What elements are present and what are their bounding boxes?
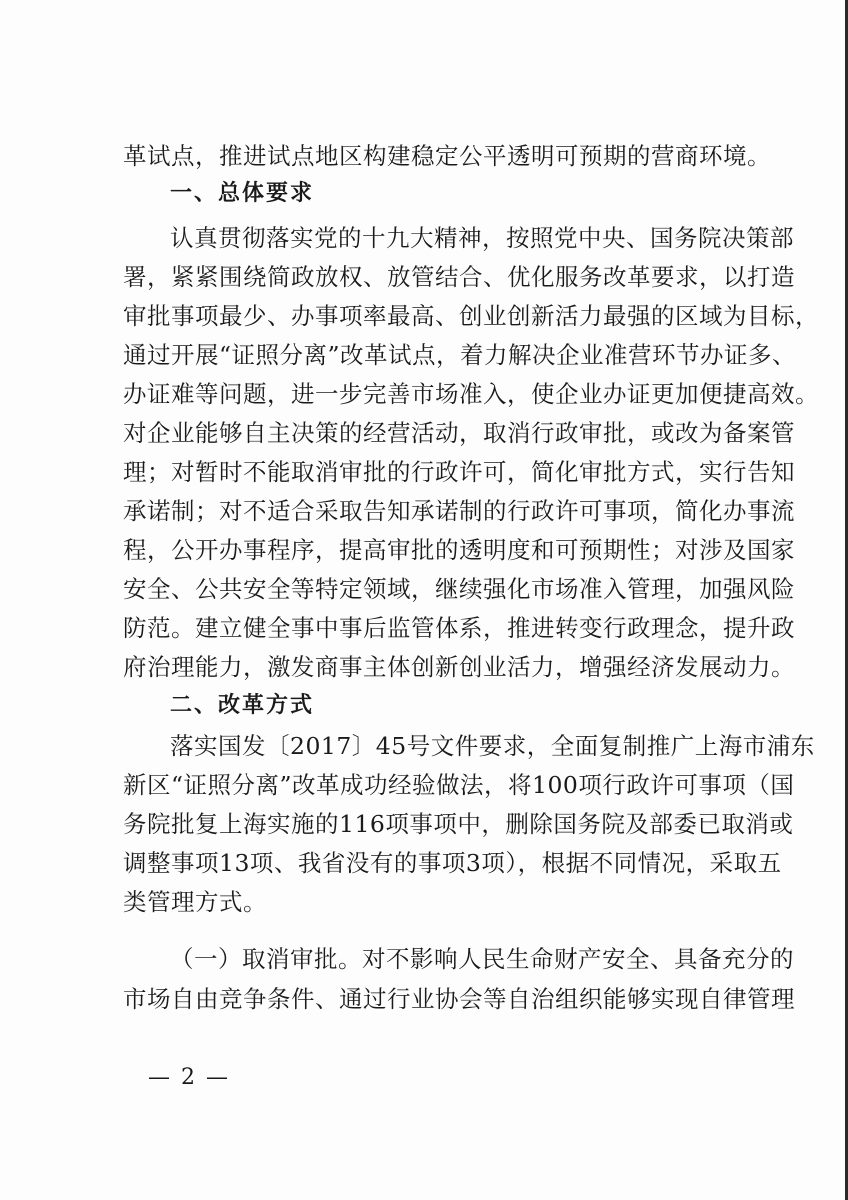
subsection1-line: 市场自由竞争条件、通过行业协会等自治组织能够实现自律管理 <box>123 985 795 1013</box>
section1-line: 安全、公共安全等特定领域，继续强化市场准入管理，加强风险 <box>123 575 795 603</box>
section1-line: 署，紧紧围绕简政放权、放管结合、优化服务改革要求，以打造 <box>123 263 795 291</box>
section2-line: 调整事项13项、我省没有的事项3项），根据不同情况，采取五 <box>123 849 782 877</box>
section1-line: 办证难等问题，进一步完善市场准入，使企业办证更加便捷高效。 <box>123 380 819 408</box>
section2-line: 务院批复上海实施的116项事项中，删除国务院及部委已取消或 <box>123 810 794 838</box>
section1-line: 府治理能力，激发商事主体创新创业活力，增强经济发展动力。 <box>123 653 795 681</box>
page-number: — 2 — <box>148 1065 230 1090</box>
subsection1-line: （一）取消审批。对不影响人民生命财产安全、具备充分的 <box>170 945 794 973</box>
section1-line: 通过开展“证照分离”改革试点，着力解决企业准营环节办证多、 <box>123 341 797 369</box>
section2-heading: 二、改革方式 <box>170 693 315 718</box>
section1-line: 审批事项最少、办事项率最高、创业创新活力最强的区域为目标， <box>123 302 819 330</box>
section1-line: 理；对暂时不能取消审批的行政许可，简化审批方式，实行告知 <box>123 458 795 486</box>
section2-line: 新区“证照分离”改革成功经验做法，将100项行政许可事项（国 <box>123 771 795 799</box>
section1-line: 程，公开办事程序，提高审批的透明度和可预期性；对涉及国家 <box>123 536 795 564</box>
section1-line: 对企业能够自主决策的经营活动，取消行政审批，或改为备案管 <box>123 419 795 447</box>
section2-line: 落实国发〔2017〕45号文件要求，全面复制推广上海市浦东 <box>170 732 815 760</box>
section1-line: 防范。建立健全事中事后监管体系，推进转变行政理念，提升政 <box>123 614 795 642</box>
section1-heading: 一、总体要求 <box>170 181 315 206</box>
section1-line: 认真贯彻落实党的十九大精神，按照党中央、国务院决策部 <box>170 224 794 252</box>
section1-line: 承诺制；对不适合采取告知承诺制的行政许可事项，简化办事流 <box>123 497 795 525</box>
section2-line: 类管理方式。 <box>123 888 267 916</box>
intro-tail-line: 革试点，推进试点地区构建稳定公平透明可预期的营商环境。 <box>123 142 771 170</box>
